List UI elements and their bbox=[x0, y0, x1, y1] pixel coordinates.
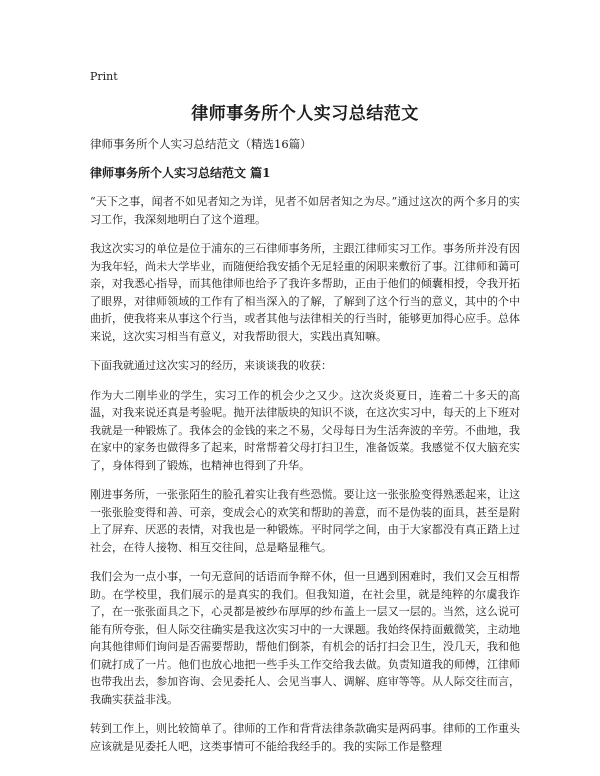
document-subtitle: 律师事务所个人实习总结范文（精选16篇） bbox=[90, 137, 312, 151]
paragraph-1: “天下之事，闻者不如见者知之为详，见者不如居者知之为尽。”通过这次的两个多月的实习工作，我深刻地明白了这个道理。 bbox=[90, 195, 520, 226]
section-heading: 律师事务所个人实习总结范文 篇1 bbox=[90, 166, 271, 180]
paragraph-2: 我这次实习的单位是位于浦东的三石律师事务所，主跟江律师实习工作。事务所并没有因为我年轻，尚未大学毕业，而随便给我安插个无足轻重的闲职来敷衍了事。江律师和蔼可亲，对我悉心指导，而其他律师也给予了我许多帮助，正由于他们的倾囊相授，令我开拓了眼界，对律师领域的工作有了相当深入的了解，了解到了这个行当的意义，其中的个中曲折，使我将来从事这个行当，或者其他与法律相关的行当时，能够更加得心应手。总体来说，这次实习相当有意义，对我帮助很大，实践出真知嘛。 bbox=[90, 242, 520, 343]
print-link[interactable]: Print bbox=[90, 70, 118, 83]
document-page bbox=[90, 70, 520, 767]
page-title: 律师事务所个人实习总结范文 bbox=[191, 104, 419, 124]
paragraph-3: 下面我就通过这次实习的经历，来谈谈我的收获： bbox=[90, 359, 332, 372]
paragraph-6: 我们会为一点小事，一句无意间的话语而争辩不休，但一旦遇到困难时，我们又会互相帮助。在学校里，我们展示的是真实的我们。但我知道，在社会里，就是纯粹的尔虞我诈了，在一张张面具之下，心灵都是被纱布厚厚的纱布盖上一层又一层的。当然，这么说可能有所夸张，但人际交往确实是我这次实习中的一大课题。我始终保持面戴微笑，主动地向其他律师们询问是否需要帮助，帮他们倒茶，有机会的话打扫会卫生，没几天，我和他们就打成了一片。他们也放心地把一些手头工作交给我去做。负责知道我的师傅，江律师也带我出去，参加咨询、会见委托人、会见当事人、调解、庭审等等。从人际交往而言，我确实获益非浅。 bbox=[90, 570, 520, 706]
paragraph-5: 刚进事务所，一张张陌生的脸孔着实让我有些恐慌。要让这一张张脸变得熟悉起来，让这一张张脸变得和善、可亲，变成会心的欢笑和帮助的善意，而不是伪装的面具，甚至是附上了屏弃、厌恶的表情，对我也是一种锻炼。平时同学之间，由于大家都没有真正踏上过社会，在待人接物、相互交往间，总是略显稚气。 bbox=[90, 488, 520, 554]
paragraph-4: 作为大二刚毕业的学生，实习工作的机会少之又少。这次炎炎夏日，连着二十多天的高温，对我来说还真是考验呢。抛开法律版块的知识不谈，在这次实习中，每天的上下班对我就是一种锻炼了。我体会的金钱的来之不易，父母每日为生活奔波的辛劳。不曲地，我在家中的家务也做得多了起来，时常帮着父母打扫卫生，准备饭菜。我感觉不仅大脑充实了，身体得到了锻炼，也精神也得到了升华。 bbox=[90, 388, 520, 472]
paragraph-7: 转到工作上，则比较简单了。律师的工作和背背法律条款确实是两码事。律师的工作重头应该就是见委托人吧，这类事情可不能给我经手的。我的实际工作是整理 bbox=[90, 722, 520, 753]
